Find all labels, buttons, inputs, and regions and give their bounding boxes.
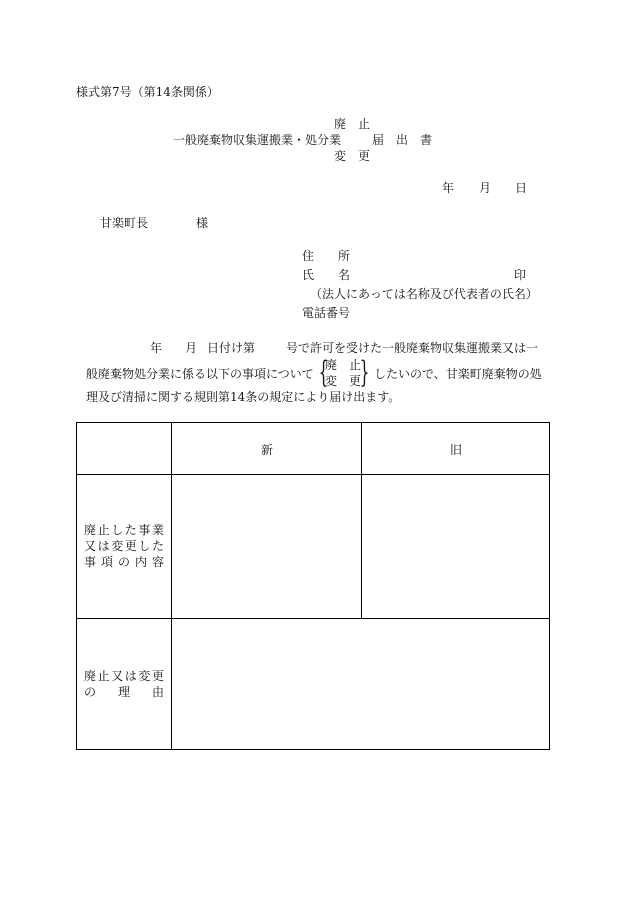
row-reason-label-line-1: 廃 止 又 は 変 更 [84,669,164,683]
title-option-top: 廃 止 [334,117,371,131]
title-suffix: 届 出 書 [372,133,433,147]
row-content-label-line-3: 事 項 の 内 容 [84,555,164,569]
address-label: 住 所 [302,249,351,263]
name-label: 氏 名 [302,268,351,282]
row-reason-label-line-2: の 理 由 [84,685,164,699]
row-content-label-line-1: 廃 止 し た 事 業 [84,523,164,537]
addressee-name: 甘楽町長 [100,216,149,230]
seal-mark: 印 [514,268,527,282]
date-month: 月 [479,181,492,195]
new-content-cell[interactable] [173,476,359,616]
body-line2-tail: したいので、甘楽町廃棄物の処 [374,367,542,381]
title-option-bottom: 変 更 [334,149,371,163]
body-line3: 理及び清掃に関する規則第14条の規定により届け出ます。 [86,390,401,404]
body-year: 年 [150,341,163,355]
row-content-label-line-2: 又 は 変 更 し た [84,539,164,553]
row-content-label [84,522,164,570]
addressee-honorific: 様 [196,216,209,230]
right-brace: } [359,355,370,390]
old-content-cell[interactable] [363,476,547,616]
row-reason-label [84,668,164,700]
body-month: 月 [185,341,198,355]
column-old-header: 旧 [450,443,463,457]
column-new-header: 新 [261,443,274,457]
body-line2-lead: 般廃棄物処分業に係る以下の事項について [86,367,314,381]
body-line1-rest: 号で許可を受けた一般廃棄物収集運搬業又は一 [286,341,539,355]
title-main: 一般廃棄物収集運搬業・処分業 [173,133,342,147]
corp-note: （法人にあっては名称及び代表者の氏名） [310,287,538,301]
date-year: 年 [442,181,455,195]
date-day: 日 [515,181,528,195]
reason-cell[interactable] [173,620,547,747]
body-option-top: 廃 止 [325,358,362,372]
phone-label: 電話番号 [302,306,351,320]
body-option-bottom: 変 更 [325,374,362,388]
form-number: 様式第7号（第14条関係） [76,85,219,99]
left-brace: { [318,355,329,390]
body-day: 日付け第 [207,341,256,355]
change-table [76,422,550,750]
